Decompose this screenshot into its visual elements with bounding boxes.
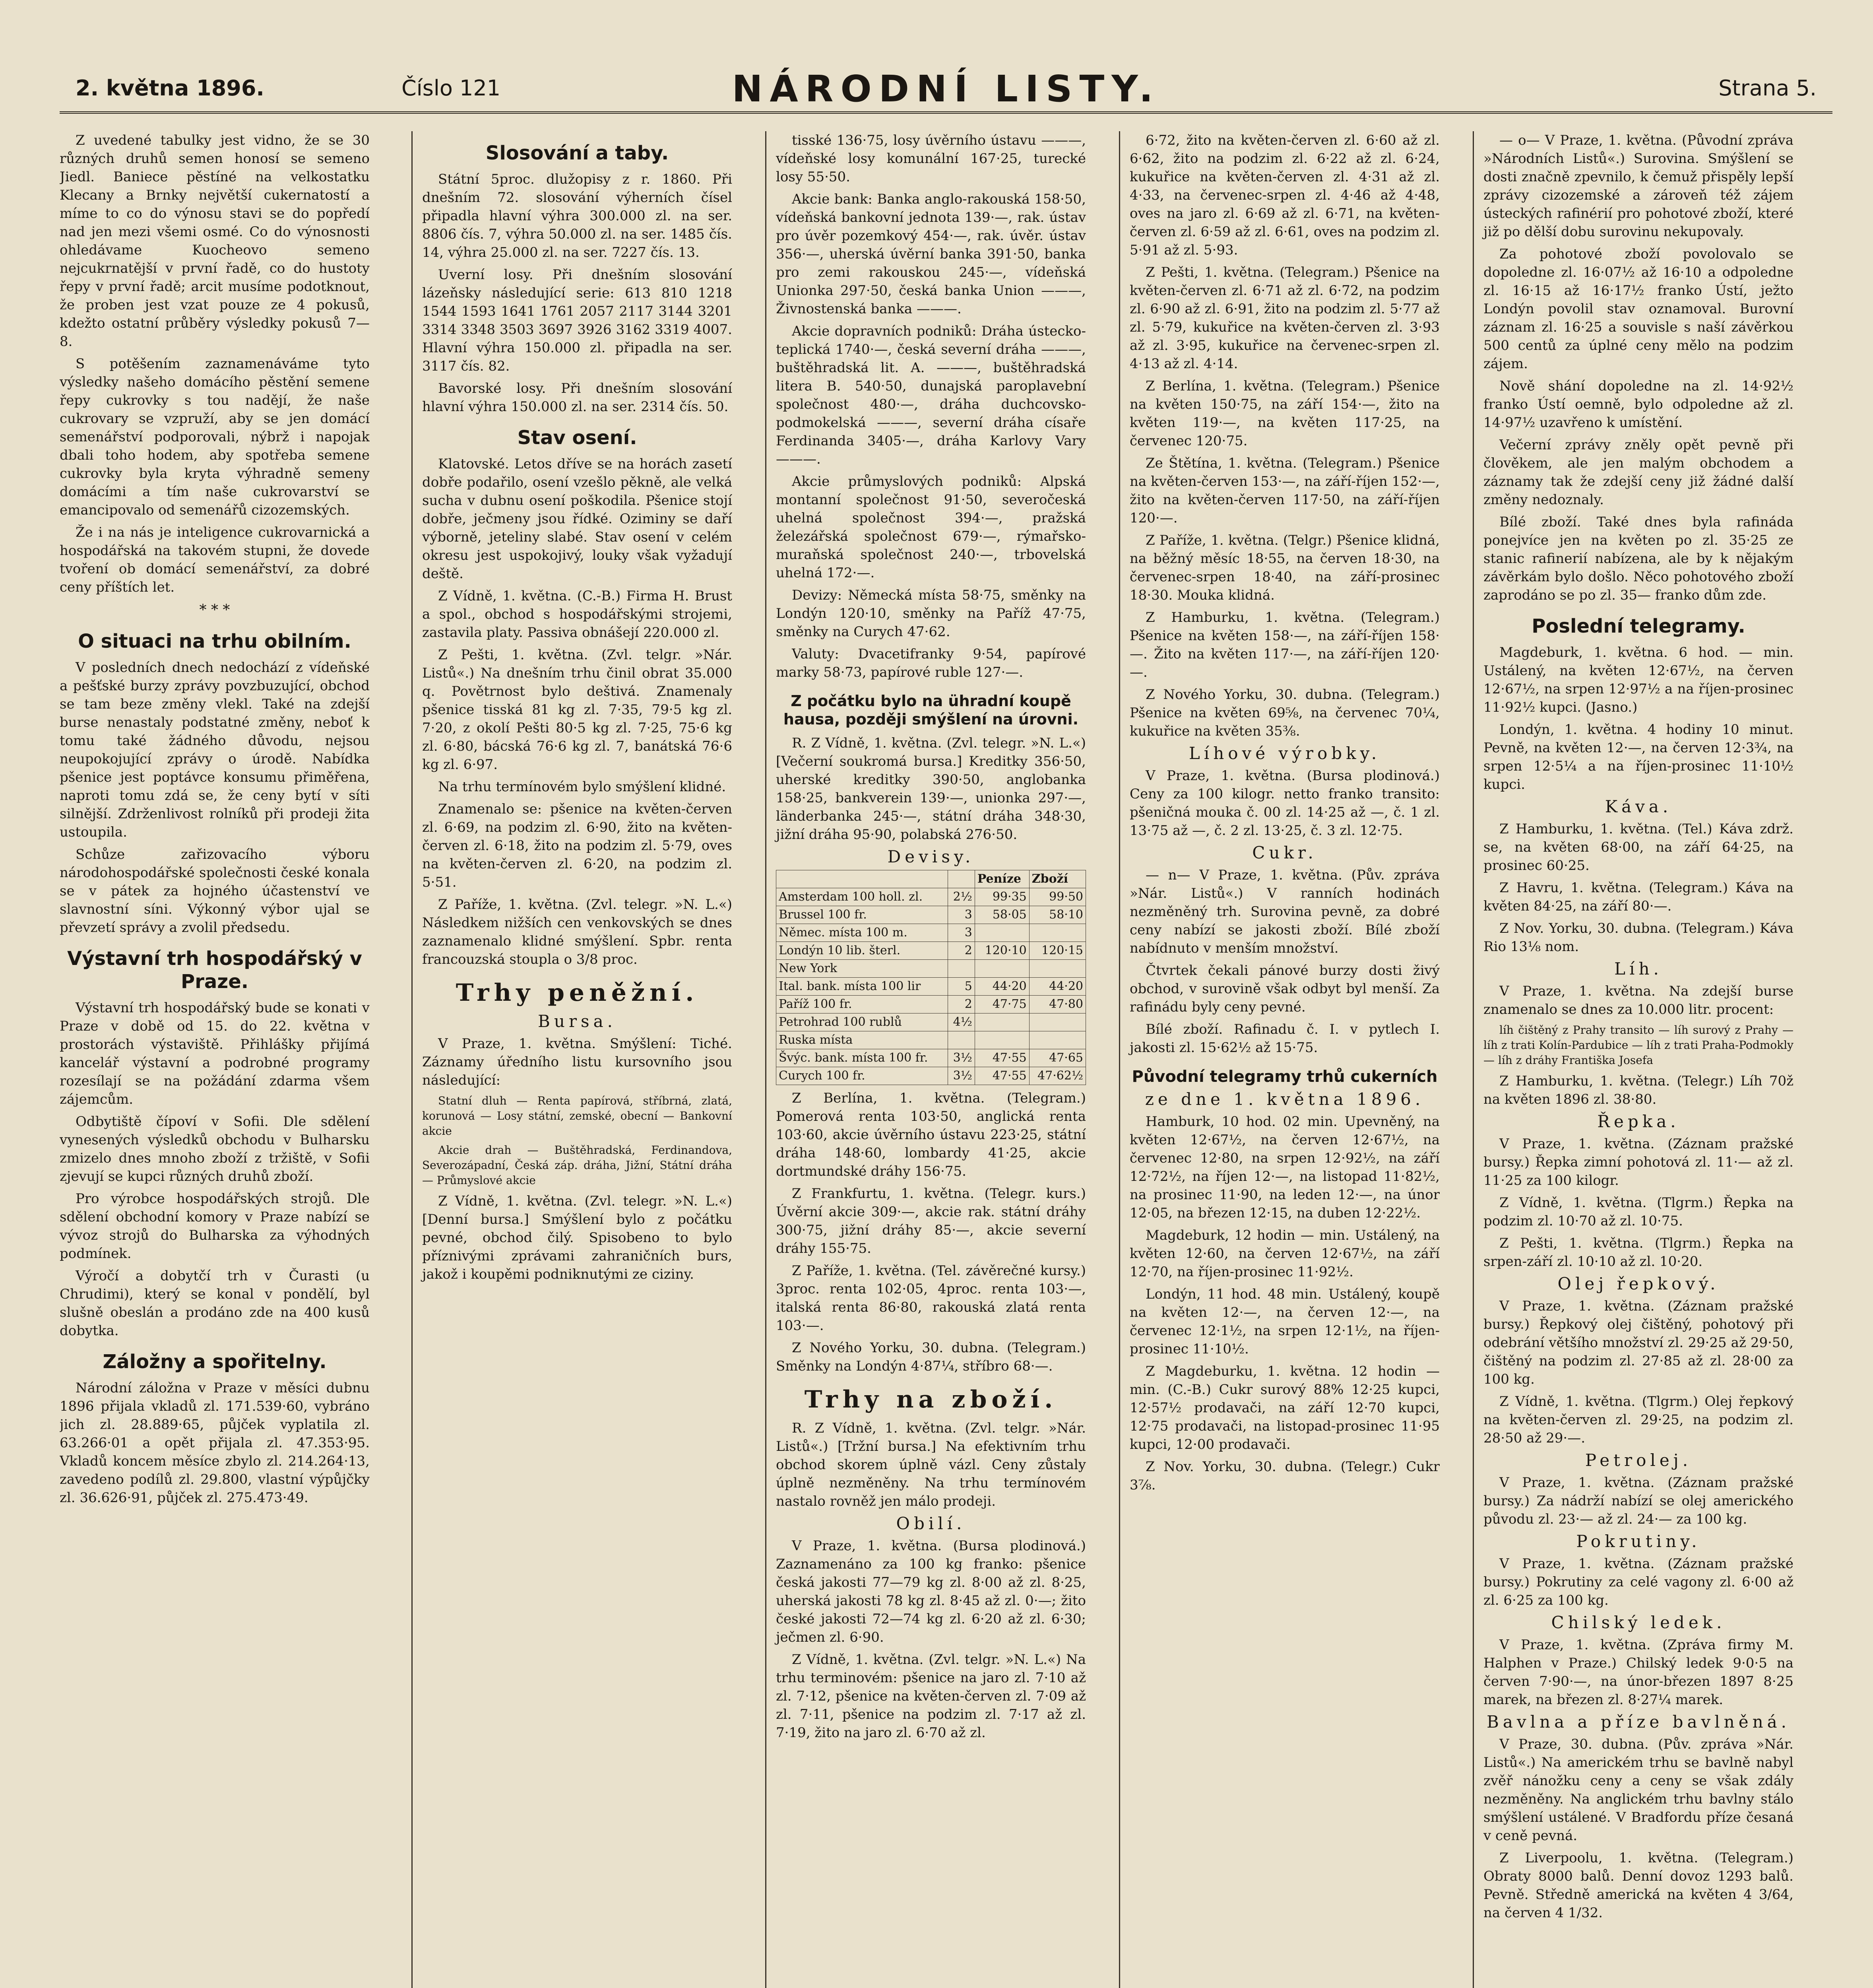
article-paragraph: Londýn, 1. května. 4 hodiny 10 minut. Pevně, na květen 12·—, na červen 12·3¾, na srpen 12·5¼ a na říjen-prosinec 11·10½ kupci. bbox=[1483, 722, 1794, 792]
article-paragraph: Klatovské. Letos dříve se na horách zasetí dobře podařilo, osení vzešlo pěkně, ale velká sucha v dubnu osení poškodila. Pšenice stojí dobře, ječmeny jsou řídké. Oziminy se daří výborně, jeteliny slabé. Stav osení v celém okresu jest uspokojivý, louky však vyžadují deště. bbox=[422, 456, 732, 582]
page-number: Strana 5. bbox=[1718, 76, 1817, 101]
column-1 bbox=[60, 131, 370, 1988]
section-heading: Stav osení. bbox=[517, 427, 637, 449]
table-cell: 3 bbox=[948, 924, 975, 942]
devizy-table bbox=[776, 870, 1086, 1085]
ledger-block: Statní dluh — Renta papírová, stříbrná, zlatá, korunová — Losy státní, zemské, obecní — Bankovní akcie bbox=[422, 1094, 732, 1138]
table-cell: 3 bbox=[948, 906, 975, 924]
table-row bbox=[776, 978, 1086, 996]
article-paragraph: Večerní zprávy zněly opět pevně při člověkem, ale jen malým obchodem a záznamy tak že zdejší ceny již žádné další změny nedoznaly. bbox=[1483, 437, 1794, 508]
table-cell: 3½ bbox=[948, 1067, 975, 1085]
table-cell bbox=[975, 1031, 1029, 1049]
article-paragraph: Z Nového Yorku, 30. dubna. (Telegram.) Pšenice na květen 69⅝, na červenec 70¼, kukuřice na květen 35⅜. bbox=[1130, 687, 1440, 739]
ledger-block: líh čištěný z Prahy transito — líh surový z Prahy — líh z trati Kolín-Pardubice — líh z trati Praha-Podmokly — líh z dráhy Františka Josefa bbox=[1483, 1023, 1794, 1067]
article-paragraph: V Praze, 1. května. Na zdejší burse znamenalo se dnes za 10.000 litr. procent: bbox=[1483, 983, 1794, 1017]
table-cell: Brussel 100 fr. bbox=[776, 906, 948, 924]
table-cell: 44·20 bbox=[975, 978, 1029, 996]
table-cell: Ital. bank. místa 100 lir bbox=[776, 978, 948, 996]
article-paragraph: — n— V Praze, 1. května. (Pův. zpráva »Nár. Listů«.) V ranních hodinách nezměněný trh. Surovina pevně, za dobré ceny nabízí se jakosti zboží. Bílé zboží nabídnuto v menším množství. bbox=[1130, 867, 1440, 956]
table-cell: 120·10 bbox=[975, 942, 1029, 960]
table-row bbox=[776, 942, 1086, 960]
sub-heading: Obilí. bbox=[896, 1514, 966, 1533]
table-cell: 4½ bbox=[948, 1013, 975, 1031]
article-paragraph: Znamenalo se: pšenice na květen-červen zl. 6·69, na podzim zl. 6·90, žito na květen-červen zl. 6·18, žito na podzim zl. 5·79, oves na květen-červen zl. 6·20, na podzim zl. 5·51. bbox=[422, 801, 732, 890]
article-paragraph: Akcie bank: Banka anglo-rakouská 158·50, vídeňská bankovní jednota 139·—, rak. ústav pro úvěr pozemkový 454·—, rak. úvěr. ústav 356·—, uherská úvěrní banka 391·50, banka pro zemi rakouskou 245·—, vídeňská Unionka 297·50, česká banka Union ———, Živnostenská banka ———. bbox=[776, 191, 1086, 317]
section-heading: Slosování a taby. bbox=[485, 142, 669, 164]
article-paragraph: Výstavní trh hospodářský bude se konati v Praze v době od 15. do 22. května v prostorách výstaviště. Přihlášky přijímá kancelář výstavní a podrobné programy rozesílají se na požádání zdarma všem zájemcům. bbox=[60, 1000, 370, 1107]
table-row bbox=[776, 1049, 1086, 1067]
table-header-cell: Zboží bbox=[1029, 870, 1086, 888]
section-divider: * * * bbox=[199, 602, 230, 618]
article-paragraph: Magdeburk, 12 hodin — min. Ustálený, na květen 12·60, na červen 12·67½, na září 12·70, na říjen-prosinec 11·92½. bbox=[1130, 1227, 1440, 1280]
table-cell: 58·10 bbox=[1029, 906, 1086, 924]
table-cell bbox=[1029, 960, 1086, 978]
article-paragraph: Akcie průmyslových podniků: Alpská montanní společnost 91·50, severočeská uhelná společnost 394·—, pražská železářská společnost 679·—, rýmařsko-muraňská společnost 240·—, trbovelská uhelná 172·—. bbox=[776, 474, 1086, 581]
article-paragraph: Z Pešti, 1. května. (Zvl. telgr. »Nár. Listů«.) Na dnešním trhu činil obrat 35.000 q. Povětrnost bylo deštivá. Znamenaly pšenice tisská 81 kg zl. 7·35, 79·5 kg zl. 7·20, z okolí Pešti 80·5 kg zl. 7·25, 75·6 kg zl. 6·80, bácská 76·6 kg zl. 7, banátská 76·6 kg zl. 6·97. bbox=[422, 647, 732, 773]
section-heading: O situaci na trhu obilním. bbox=[78, 630, 351, 652]
table-header-cell: Peníze bbox=[975, 870, 1029, 888]
article-paragraph: Ze Štětína, 1. května. (Telegram.) Pšenice na květen-červen 153·—, na září-říjen 152·—, žito na květen-červen 117·50, na září-říjen 120·—. bbox=[1130, 455, 1440, 526]
article-paragraph: Z Hamburku, 1. května. (Telegr.) Líh 70ž na květen 1896 zl. 38·80. bbox=[1483, 1073, 1794, 1107]
article-paragraph: V Praze, 1. května. (Záznam pražské bursy.) Řepka zimní pohotová zl. 11·— až zl. 11·25 za 100 kilogr. bbox=[1483, 1136, 1794, 1188]
article-paragraph: Z Pešti, 1. května. (Tlgrm.) Řepka na srpen-září zl. 10·10 až zl. 10·20. bbox=[1483, 1235, 1794, 1270]
table-cell bbox=[975, 960, 1029, 978]
article-paragraph: Z Frankfurtu, 1. května. (Telegr. kurs.) Úvěrní akcie 309·—, akcie rak. státní dráhy 300·75, jižní dráhy 85·—, akcie severní dráhy 155·75. bbox=[776, 1186, 1086, 1256]
article-paragraph: Schůze zařizovacího výboru národohospodářské společnosti české konala se v pátek za hojného účastenství ve slavnostní síni. Výkonný výbor ujal se převzetí správy a zvolil předsedu. bbox=[60, 846, 370, 936]
column-5 bbox=[1473, 131, 1794, 1988]
table-cell: Ruska místa bbox=[776, 1031, 948, 1049]
sub-heading: ze dne 1. května 1896. bbox=[1145, 1089, 1425, 1109]
table-cell: Londýn 10 lib. šterl. bbox=[776, 942, 948, 960]
article-paragraph: Z Vídně, 1. května. (C.-B.) Firma H. Brust a spol., obchod s hospodářskými strojemi, zastavila platy. Passiva obnášejí 220.000 zl. bbox=[422, 588, 732, 641]
section-heading: Záložny a spořitelny. bbox=[103, 1351, 327, 1373]
article-paragraph: V Praze, 1. května. (Záznam pražské bursy.) Za nádrží nabízí se olej amerického původu zl. 23·— až zl. 24·— za 100 kg. bbox=[1483, 1475, 1794, 1527]
article-paragraph: Z Vídně, 1. května. (Tlgrm.) Řepka na podzim zl. 10·70 až zl. 10·75. bbox=[1483, 1195, 1794, 1229]
page-header bbox=[60, 60, 1832, 114]
table-cell: 44·20 bbox=[1029, 978, 1086, 996]
article-paragraph: R. Z Vídně, 1. května. (Zvl. telgr. »Nár. Listů«.) [Tržní bursa.] Na efektivním trhu obchod skorem úplně vázl. Ceny zůstaly úplně nezměněny. Na trhu termínovém nastalo rovněž jen málo prodeji. bbox=[776, 1420, 1086, 1509]
table-cell: 99·35 bbox=[975, 888, 1029, 906]
table-cell: 2 bbox=[948, 996, 975, 1013]
issue-date: 2. května 1896. bbox=[76, 76, 264, 101]
article-paragraph: Devizy: Německá místa 58·75, směnky na Londýn 120·10, směnky na Paříž 47·75, směnky na Curych 47·62. bbox=[776, 587, 1086, 640]
article-paragraph: Z Havru, 1. května. (Telegram.) Káva na květen 84·25, na září 80·—. bbox=[1483, 880, 1794, 914]
sub-heading: Petrolej. bbox=[1585, 1450, 1692, 1470]
table-cell: 47·62½ bbox=[1029, 1067, 1086, 1085]
column-3 bbox=[765, 131, 1086, 1988]
article-paragraph: V Praze, 1. května. Smýšlení: Tiché. Záznamy úředního listu kursovního jsou následující: bbox=[422, 1036, 732, 1088]
table-cell: 47·55 bbox=[975, 1049, 1029, 1067]
article-paragraph: tisské 136·75, losy úvěrního ústavu ———, vídeňské losy komunální 167·25, turecké losy 55·50. bbox=[776, 132, 1086, 185]
sub-heading: Devisy. bbox=[887, 847, 975, 866]
table-row bbox=[776, 960, 1086, 978]
column-2 bbox=[411, 131, 732, 1988]
table-row bbox=[776, 906, 1086, 924]
article-paragraph: Z Vídně, 1. května. (Zvl. telgr. »N. L.«) Na trhu terminovém: pšenice na jaro zl. 7·10 až zl. 7·12, pšenice na květen-červen zl. 7·09 až zl. 7·11, pšenice na podzim zl. 7·17 až zl. 7·19, žito na jaro zl. 6·70 až zl. bbox=[776, 1652, 1086, 1741]
table-cell bbox=[948, 1031, 975, 1049]
table-cell: 47·75 bbox=[975, 996, 1029, 1013]
sub-heading: Chilský ledek. bbox=[1551, 1613, 1726, 1632]
article-paragraph: Valuty: Dvacetifranky 9·54, papírové marky 58·73, papírové ruble 127·—. bbox=[776, 646, 1086, 680]
article-paragraph: Z Nov. Yorku, 30. dubna. (Telegr.) Cukr 3⅞. bbox=[1130, 1459, 1440, 1493]
article-paragraph: Na trhu termínovém bylo smýšlení klidné. bbox=[438, 779, 726, 795]
article-paragraph: V Praze, 1. května. (Bursa plodinová.) Ceny za 100 kilogr. netto franko transito: pšeničná mouka č. 00 zl. 14·25 až —, č. 1 zl. 13·75 až —, č. 2 zl. 13·25, č. 3 zl. 12·75. bbox=[1130, 768, 1440, 839]
table-cell bbox=[1029, 1031, 1086, 1049]
article-paragraph: Uverní losy. Při dnešním slosování lázeňsky následující serie: 613 810 1218 1544 1593 1641 1761 2057 2117 3144 3201 3314 3348 3503 3697 3926 3162 3319 4007. Hlavní výhra 150.000 zl. připadla na ser. 3117 čís. 82. bbox=[422, 267, 732, 374]
article-paragraph: Bílé zboží. Také dnes byla rafináda ponejvíce jen na květen po zl. 35·25 ze stanic rafinerií nabízena, ale by k nějakým závěrkám bylo došlo. Něco pohotového zboží zaprodáno se po zl. 35— franko dům zde. bbox=[1483, 514, 1794, 603]
article-paragraph: Pro výrobce hospodářských strojů. Dle sdělení obchodní komory v Praze nabízí se vývoz strojů do Bulharska za výhodných podmínek. bbox=[60, 1191, 370, 1262]
table-header-cell bbox=[948, 870, 975, 888]
article-paragraph: Akcie dopravních podniků: Dráha ústecko-teplická 1740·—, česká severní dráha ———, buštěhradská lit. A. ———, buštěhradská litera B. 540·50, dunajská paroplavební společnost 480·—, dráha duchcovsko-podmokelská ———, severní dráha císaře Ferdinanda 3405·—, dráha Karlovy Vary ———. bbox=[776, 323, 1086, 467]
table-cell: 3½ bbox=[948, 1049, 975, 1067]
article-paragraph: Odbytiště čípoví v Sofii. Dle sdělení vynesených výsledků obchodu v Bulharsku zmizelo dnes mnoho zboží z tržiště, v Sofii zjevují se kupci různých druhů zboží. bbox=[60, 1114, 370, 1184]
article-paragraph: Z Vídně, 1. května. (Tlgrm.) Olej řepkový na květen-červen zl. 29·25, na podzim zl. 28·50 až 29·—. bbox=[1483, 1394, 1794, 1446]
sub-heading: Cukr. bbox=[1252, 843, 1317, 862]
sub-heading: Bursa. bbox=[538, 1011, 617, 1031]
table-cell bbox=[975, 924, 1029, 942]
article-paragraph: Státní 5proc. dlužopisy z r. 1860. Při dnešním 72. slosování výherních čísel připadla hlavní výhra 300.000 zl. na ser. 8806 čís. 7, výhra 50.000 zl. na ser. 1485 čís. 14, výhra 25.000 zl. na ser. 7227 čís. 13. bbox=[422, 171, 732, 260]
table-cell: 47·80 bbox=[1029, 996, 1086, 1013]
article-paragraph: Z Vídně, 1. května. (Zvl. telegr. »N. L.«) [Denní bursa.] Smýšlení bylo z počátku pevné, obchod čilý. Spisobeno to bylo příznivými zprávami zahraničních burs, jakož i koupěmi podniknutými ze ciziny. bbox=[422, 1193, 732, 1282]
table-cell: Amsterdam 100 holl. zl. bbox=[776, 888, 948, 906]
article-paragraph: Z Hamburku, 1. května. (Tel.) Káva zdrž. se, na květen 68·00, na září 64·25, na prosinec 60·25. bbox=[1483, 821, 1794, 874]
table-cell: Petrohrad 100 rublů bbox=[776, 1013, 948, 1031]
table-cell bbox=[1029, 924, 1086, 942]
table-cell: 47·65 bbox=[1029, 1049, 1086, 1067]
newspaper-page bbox=[60, 60, 1832, 1988]
table-row bbox=[776, 1013, 1086, 1031]
sub-heading: Káva. bbox=[1605, 797, 1672, 816]
article-paragraph: Z Nového Yorku, 30. dubna. (Telegram.) Směnky na Londýn 4·87¼, stříbro 68·—. bbox=[776, 1340, 1086, 1374]
article-paragraph: Z Pešti, 1. května. (Telegram.) Pšenice na květen-červen zl. 6·71 až zl. 6·72, na podzim zl. 6·90 až zl. 6·91, žito na podzim zl. 5·77 až zl. 5·79, kukuřice na květen-červen zl. 3·93 až zl. 3·95, kukuřice na červenec-srpen zl. 4·13 až zl. 4·14. bbox=[1130, 264, 1440, 372]
article-paragraph: Že i na nás je inteligence cukrovarnická a hospodářská na takovém stupni, že dovede tvoření ob domácí semenářství, za dobré ceny příštích let. bbox=[60, 524, 370, 595]
sub-heading: Řepka. bbox=[1597, 1112, 1680, 1131]
article-paragraph: 6·72, žito na květen-červen zl. 6·60 až zl. 6·62, žito na podzim zl. 6·22 až zl. 6·24, kukuřice na květen-červen zl. 4·31 až zl. 4·33, na červenec-srpen zl. 4·46 až 4·48, oves na jaro zl. 6·69 až zl. 6·71, na květen-červen zl. 6·59 až zl. 6·61, oves na podzim zl. 5·91 až zl. 5·93. bbox=[1130, 132, 1440, 258]
table-cell: Němec. místa 100 m. bbox=[776, 924, 948, 942]
article-paragraph: Z uvedené tabulky jest vidno, že se 30 různých druhů semen honosí se semeno Jiedl. Baniece pěstíné na velkostatku Klecany a Brnky největší cukernatostí a míme to co do výnosu stavi se do popředí nad jen mezi všemi osmé. Co do výnosnosti ohledávame Kuocheovo semeno nejcukrnatější v první řadě, co do hustoty řepy v první řadě; arcit musíme podotknout, že proben jest vzat pouze ze 4 pokusů, kdežto ostatní průběry výsledky pokusů 7—8. bbox=[60, 132, 370, 349]
table-cell: Švýc. bank. místa 100 fr. bbox=[776, 1049, 948, 1067]
table-cell: 99·50 bbox=[1029, 888, 1086, 906]
issue-number: Číslo 121 bbox=[401, 76, 501, 101]
article-paragraph: Z Paříže, 1. května. (Telgr.) Pšenice klidná, na běžný měsíc 18·55, na červen 18·30, na červenec-srpen 18·40, na září-prosinec 18·30. Mouka klidná. bbox=[1130, 532, 1440, 603]
article-paragraph: V Praze, 30. dubna. (Pův. zpráva »Nár. Listů«.) Na americkém trhu se bavlně nabyl zvěř nánožku ceny a ceny se však zdály nezměněny. Na anglickém trhu bavlny stálo smýšlení ustálené. V Bradfordu příze česaná v ceně pevná. bbox=[1483, 1736, 1794, 1844]
table-cell: Curych 100 fr. bbox=[776, 1067, 948, 1085]
sub-heading: Pokrutiny. bbox=[1576, 1532, 1701, 1551]
section-heading: Trhy peněžní. bbox=[456, 979, 699, 1007]
table-cell: 2½ bbox=[948, 888, 975, 906]
table-cell: 58·05 bbox=[975, 906, 1029, 924]
section-heading: Původní telegramy trhů cukerních bbox=[1132, 1068, 1438, 1086]
article-paragraph: V Praze, 1. května. (Záznam pražské bursy.) Pokrutiny za celé vagony zl. 6·00 až zl. 6·25 za 100 kg. bbox=[1483, 1556, 1794, 1608]
table-cell: New York bbox=[776, 960, 948, 978]
article-paragraph: Z Berlína, 1. května. (Telegram.) Pšenice na květen 150·75, na září 154·—, žito na květen 119·—, na květen 117·25, na červenec 120·75. bbox=[1130, 378, 1440, 449]
article-paragraph: Výročí a dobytčí trh v Čurasti (u Chrudimi), který se konal v pondělí, byl slušně obeslán a prodáno zde na 400 kusů dobytka. bbox=[60, 1268, 370, 1339]
section-heading: Poslední telegramy. bbox=[1532, 615, 1745, 637]
article-paragraph: Z Nov. Yorku, 30. dubna. (Telegram.) Káva Rio 13⅛ nom. bbox=[1483, 920, 1794, 955]
masthead: NÁRODNÍ LISTY. bbox=[732, 68, 1160, 110]
article-paragraph: Londýn, 11 hod. 48 min. Ustálený, koupě na květen 12·—, na červen 12·—, na červenec 12·1½, na srpen 12·1½, na říjen-prosinec 11·10½. bbox=[1130, 1286, 1440, 1357]
article-paragraph: Z Magdeburku, 1. května. 12 hodin — min. (C.-B.) Cukr surový 88% 12·25 kupci, 12·57½ prodavači, na září 12·70 kupci, 12·75 prodavači, na listopad-prosinec 11·95 kupci, 12·00 prodavači. bbox=[1130, 1363, 1440, 1452]
article-paragraph: V Praze, 1. května. (Bursa plodinová.) Zaznamenáno za 100 kg franko: pšenice česká jakosti 77—79 kg zl. 8·00 až zl. 8·25, uherská jakosti 78 kg zl. 8·45 až zl. 0·—; žito české jakosti 72—74 kg zl. 6·20 až zl. 6·30; ječmen zl. 6·90. bbox=[776, 1538, 1086, 1645]
article-paragraph: — o— V Praze, 1. května. (Původní zpráva »Národních Listů«.) Surovina. Smýšlení se dosti značně zpevnilo, k čemuž přispěly lepší zprávy cizozemské a zároveň též zájem ústeckých rafinérií pro pohotové zboží, které již po dělší dobu surovinu nekupovaly. bbox=[1483, 132, 1794, 240]
article-paragraph: R. Z Vídně, 1. května. (Zvl. telegr. »N. L.«) [Večerní soukromá bursa.] Kreditky 356·50, uherské kreditky 390·50, anglobanka 158·25, bankverein 139·—, unionka 297·—, länderbanka 245·—, státní dráha 348·30, jižní dráha 95·90, polabská 276·50. bbox=[776, 735, 1086, 843]
article-paragraph: V Praze, 1. května. (Zpráva firmy M. Halphen v Praze.) Chilský ledek 9·0·5 na červen 7·90·—, na únor-březen 1897 8·25 marek, na březen zl. 8·27¼ marek. bbox=[1483, 1637, 1794, 1708]
table-cell: Paříž 100 fr. bbox=[776, 996, 948, 1013]
table-row bbox=[776, 1031, 1086, 1049]
table-row bbox=[776, 996, 1086, 1013]
table-header-cell bbox=[776, 870, 948, 888]
table-cell bbox=[948, 960, 975, 978]
table-cell: 2 bbox=[948, 942, 975, 960]
section-heading: Z počátku bylo na ühradní koupě hausa, později smýšlení na úrovni. bbox=[783, 692, 1079, 728]
article-paragraph: Bavorské losy. Při dnešním slosování hlavní výhra 150.000 zl. na ser. 2314 čís. 50. bbox=[422, 381, 732, 415]
article-paragraph: Hamburk, 10 hod. 02 min. Upevněný, na květen 12·67½, na červen 12·67½, na červenec 12·80, na srpen 12·92½, na září 12·72½, na říjen 12·—, na listopad 11·82½, na prosinec 11·90, na leden 12·—, na únor 12·05, na březen 12·15, na duben 12·22½. bbox=[1130, 1114, 1440, 1221]
sub-heading: Líh. bbox=[1614, 959, 1663, 978]
article-paragraph: Z Hamburku, 1. května. (Telegram.) Pšenice na květen 158·—, na září-říjen 158·—. Žito na květen 117·—, na září-říjen 120·—. bbox=[1130, 610, 1440, 680]
article-paragraph: Národní záložna v Praze v měsíci dubnu 1896 přijala vkladů zl. 171.539·60, vybráno jich zl. 28.889·65, půjček vyplatila zl. 63.266·01 a opět přijala zl. 47.353·95. Vkladů koncem měsíce zbylo zl. 214.264·13, zavedeno podílů zl. 29.800, vlastní výpůjčky zl. 36.626·91, půjček zl. 275.473·49. bbox=[60, 1380, 370, 1506]
article-paragraph: V Praze, 1. května. (Záznam pražské bursy.) Řepkový olej čištěný, pohotový při odebrání většího množství zl. 29·25 až 29·50, čištěný na podzim zl. 27·85 až zl. 28·00 za 100 kg. bbox=[1483, 1298, 1794, 1387]
article-paragraph: Bílé zboží. Rafinadu č. I. v pytlech I. jakosti zl. 15·62½ až 15·75. bbox=[1130, 1021, 1440, 1056]
sub-heading: Bavlna a příze bavlněná. bbox=[1486, 1712, 1791, 1732]
article-paragraph: Magdeburk, 1. května. 6 hod. — min. Ustálený, na květen 12·67½, na červen 12·67½, na srpen 12·97½ a na říjen-prosinec 11·92½ kupci. (Jasno.) bbox=[1483, 645, 1794, 715]
article-paragraph: Čtvrtek čekali pánové burzy dosti živý obchod, v surovině však odbyt byl menší. Za rafinádu byly ceny pevné. bbox=[1130, 963, 1440, 1015]
article-paragraph: V posledních dnech nedochází z vídeňské a pešťské burzy zprávy povzbuzující, obchod se tam beze změny vlekl. Také na zdejší burse nenastaly podstatné změny, neboť k tomu také žádného důvodu, nejsou neupokojující zprávy o úrodě. Nabídka pšenice jest poptávce konsumu přiměřena, naproti tomu zdá se, že ceny bytí v síti silnější. Zdrženlivost rolníků při prodeji žita ustoupila. bbox=[60, 660, 370, 840]
sub-heading: Olej řepkový. bbox=[1557, 1274, 1720, 1293]
article-paragraph: Z Paříže, 1. května. (Tel. závěrečné kursy.) 3proc. renta 102·05, 4proc. renta 103·—, italská renta 86·80, rakouská zlatá renta 103·—. bbox=[776, 1263, 1086, 1334]
article-paragraph: Za pohotové zboží povolovalo se dopoledne zl. 16·07½ až 16·10 a odpoledne zl. 16·15 až 16·17½ franko Ústí, ježto Londýn povolil stav oznamoval. Burovní záznam zl. 16·25 a souvisle s naší závěrkou 500 centů za úplné ceny mělo na podzim zájem. bbox=[1483, 246, 1794, 372]
article-paragraph: Z Berlína, 1. května. (Telegram.) Pomerová renta 103·50, anglická renta 103·60, akcie úvěrního ústavu 223·25, státní dráha 148·60, lombardy 41·25, akcie dortmundské dráhy 156·75. bbox=[776, 1090, 1086, 1179]
sub-heading: Líhové výrobky. bbox=[1189, 744, 1381, 763]
table-row bbox=[776, 888, 1086, 906]
table-cell: 120·15 bbox=[1029, 942, 1086, 960]
table-cell: 47·55 bbox=[975, 1067, 1029, 1085]
article-paragraph: Nově shání dopoledne na zl. 14·92½ franko Ústí oemně, bylo odpoledne až zl. 14·97½ uzavřeno k umístění. bbox=[1483, 378, 1794, 431]
table-row bbox=[776, 1067, 1086, 1085]
section-heading: Trhy na zboží. bbox=[804, 1386, 1058, 1413]
article-paragraph: S potěšením zaznamenáváme tyto výsledky našeho domácího pěstění semene řepy cukrovky s tou nadějí, že naše cukrovary se vzpruží, aby se jen domácí semenářství podporovali, nýbrž i napojak dbali toho hodem, aby spotřeba semene cukrovky byla kryta výhradně semeny domácími a tím naše cukrovarství se emancipovalo od semenářů cizozemských. bbox=[60, 356, 370, 518]
article-paragraph: Z Paříže, 1. května. (Zvl. telegr. »N. L.«) Následkem nižších cen venkovských se dnes zaznamenalo klidné smýšlení. Spbr. renta francouzská stoupla o 3/8 proc. bbox=[422, 897, 732, 967]
section-heading: Výstavní trh hospodářský v Praze. bbox=[67, 947, 362, 993]
column-4 bbox=[1119, 131, 1440, 1988]
table-cell bbox=[975, 1013, 1029, 1031]
table-cell: 5 bbox=[948, 978, 975, 996]
article-paragraph: Z Liverpoolu, 1. května. (Telegram.) Obraty 8000 balů. Denní dovoz 1293 balů. Pevně. Středně americká na květen 4 3/64, na červen 4 1/32. bbox=[1483, 1850, 1794, 1921]
table-row bbox=[776, 924, 1086, 942]
table-cell bbox=[1029, 1013, 1086, 1031]
ledger-block: Akcie drah — Buštěhradská, Ferdinandova, Severozápadní, Česká záp. dráha, Jižní, Státní dráha — Průmyslové akcie bbox=[422, 1143, 732, 1187]
